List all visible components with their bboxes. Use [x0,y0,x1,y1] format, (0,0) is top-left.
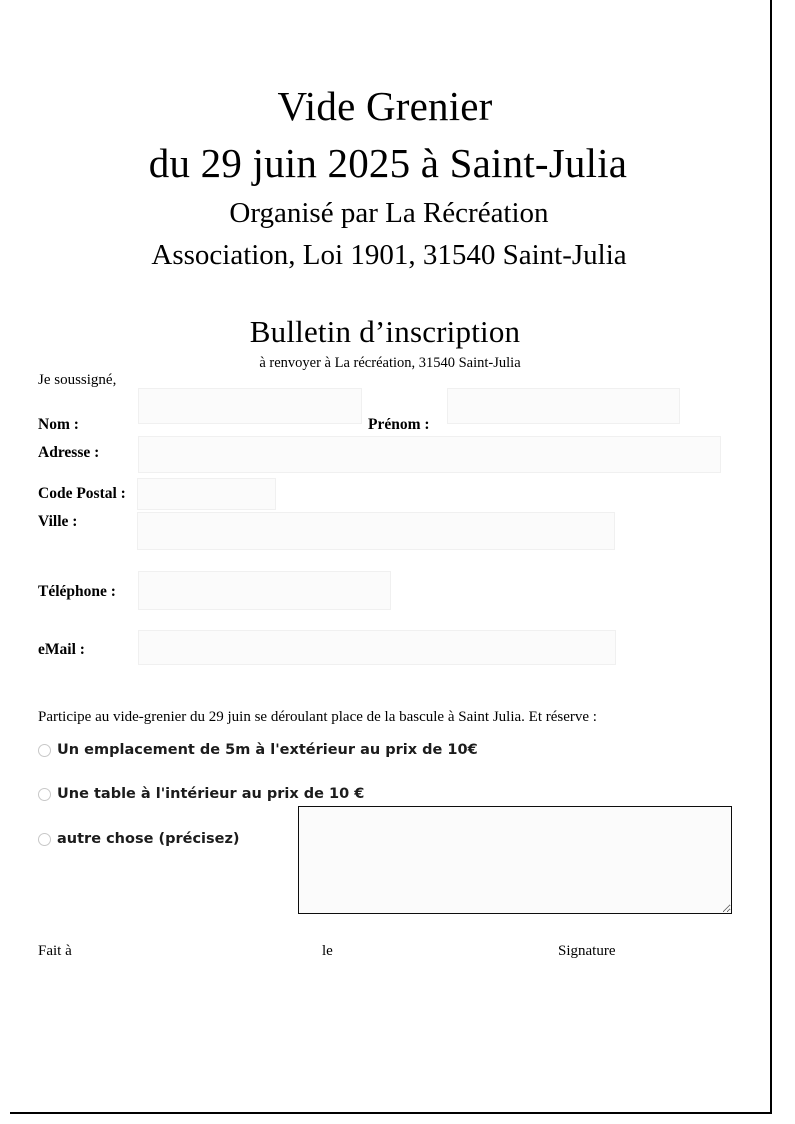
option-label-autre: autre chose (précisez) [57,831,240,847]
option-row-autre[interactable] [38,830,240,848]
footer-signature-label: Signature [558,943,616,959]
label-code-postal: Code Postal : [38,485,126,502]
input-ville[interactable] [137,512,615,550]
document-heading [0,78,770,276]
input-adresse[interactable] [138,436,721,473]
organizer-line-1: Organisé par La Récréation [229,197,549,229]
option-row-interieur[interactable] [38,785,364,803]
label-adresse: Adresse : [38,444,100,461]
label-email: eMail : [38,641,85,658]
radio-icon-interieur[interactable] [38,788,51,801]
form-subtitle: à renvoyer à La récréation, 31540 Saint-Julia [259,355,521,371]
option-label-exterieur: Un emplacement de 5m à l'extérieur au prix de 10€ [57,742,478,758]
event-title-line-2: du 29 juin 2025 à Saint-Julia [148,140,628,186]
input-telephone[interactable] [138,571,391,610]
organizer-line-2: Association, Loi 1901, 31540 Saint-Julia [151,239,627,271]
option-row-exterieur[interactable] [38,741,478,759]
page-title: Bulletin d’inscription [249,314,521,349]
footer-date-label: le [322,943,333,959]
footer-place-label: Fait à [38,943,72,959]
input-email[interactable] [138,630,616,665]
radio-icon-exterieur[interactable] [38,744,51,757]
form-title-block [0,312,770,373]
input-prenom[interactable] [447,388,680,424]
label-nom: Nom : [38,416,79,433]
label-ville: Ville : [38,513,78,530]
input-code-postal[interactable] [137,478,276,510]
event-title-line-1: Vide Grenier [277,83,493,129]
label-prenom: Prénom : [368,416,430,433]
input-autre-precisez[interactable] [298,806,732,914]
input-nom[interactable] [138,388,362,424]
page-frame-right-edge [770,0,772,1114]
participation-statement: Participe au vide-grenier du 29 juin se déroulant place de la bascule à Saint Julia. Et réserve : [38,709,597,725]
page-frame-bottom-edge [10,1112,772,1114]
radio-icon-autre[interactable] [38,833,51,846]
label-telephone: Téléphone : [38,583,116,600]
intro-text: Je soussigné, [38,372,117,388]
option-label-interieur: Une table à l'intérieur au prix de 10 € [57,786,365,802]
